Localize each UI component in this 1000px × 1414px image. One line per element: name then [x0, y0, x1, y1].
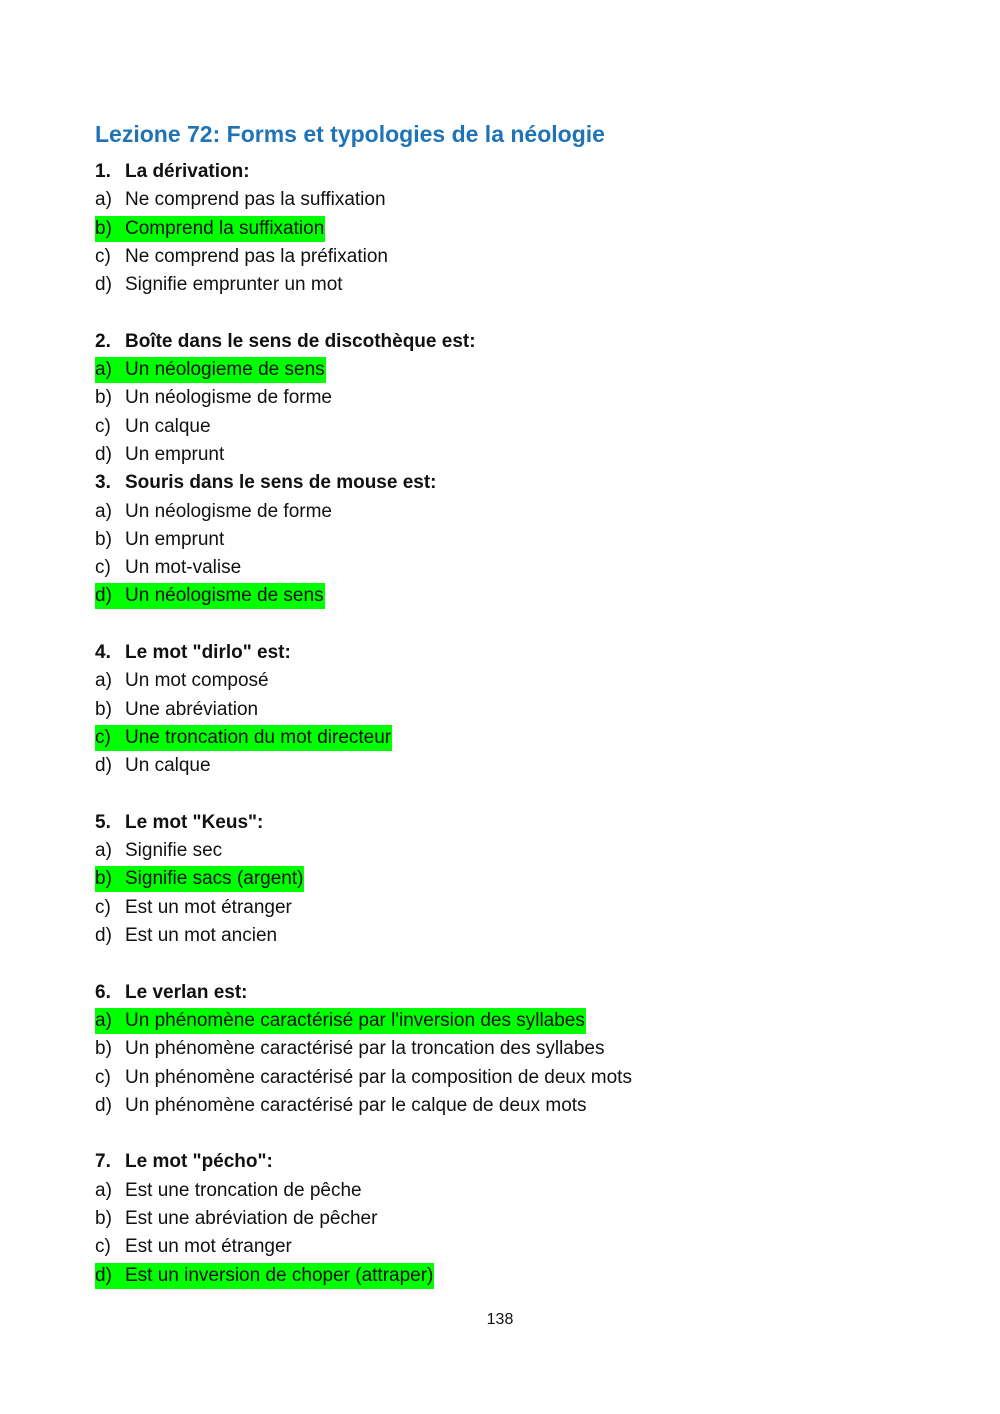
answer-option: [95, 922, 955, 950]
question-block: [95, 639, 955, 809]
question-text: Boîte dans le sens de discothèque est:: [125, 330, 476, 352]
answer-option-correct: [95, 356, 955, 384]
option-letter: a): [95, 359, 112, 381]
option-text: Un phénomène caractérisé par la troncation des syllabes: [125, 1038, 605, 1060]
answer-option: [95, 413, 955, 441]
answer-option: [95, 1177, 955, 1205]
question-number: 2.: [95, 330, 111, 352]
option-letter: d): [95, 274, 112, 296]
question-block: [95, 469, 955, 639]
answer-option: [95, 1064, 955, 1092]
option-letter: a): [95, 1009, 112, 1031]
option-letter: c): [95, 896, 111, 918]
option-text: Un phénomène caractérisé par l'inversion des syllabes: [125, 1009, 585, 1031]
option-text: Un mot-valise: [125, 557, 242, 579]
question-title: [95, 809, 955, 837]
question-block: [95, 979, 955, 1149]
answer-option: [95, 441, 955, 469]
question-spacer: [95, 611, 955, 639]
option-text: Est un inversion de choper (attraper): [125, 1264, 434, 1286]
lesson-title: Lezione 72: Forms et typologies de la néologie: [95, 121, 605, 147]
option-letter: c): [95, 1236, 111, 1258]
answer-option: [95, 498, 955, 526]
correct-answer-highlight: [95, 866, 304, 892]
correct-answer-highlight: [95, 357, 326, 383]
option-letter: a): [95, 500, 112, 522]
question-block: [95, 809, 955, 979]
correct-answer-highlight: [95, 216, 325, 242]
question-text: Le mot "Keus":: [125, 811, 264, 833]
question-text: Le verlan est:: [125, 981, 248, 1003]
option-letter: b): [95, 217, 112, 239]
option-letter: a): [95, 1179, 112, 1201]
answer-option-correct: [95, 724, 955, 752]
answer-option-correct: [95, 1262, 955, 1290]
option-letter: c): [95, 557, 111, 579]
answer-option: [95, 1035, 955, 1063]
question-text: Le mot "dirlo" est:: [125, 642, 291, 664]
option-text: Est un mot étranger: [125, 1236, 292, 1258]
option-letter: a): [95, 840, 112, 862]
question-spacer: [95, 1120, 955, 1148]
question-text: Le mot "pécho":: [125, 1151, 273, 1173]
question-title: [95, 328, 955, 356]
answer-option: [95, 1092, 955, 1120]
option-letter: b): [95, 1207, 112, 1229]
option-letter: a): [95, 189, 112, 211]
option-letter: d): [95, 1264, 112, 1286]
question-title: [95, 639, 955, 667]
option-text: Est un mot étranger: [125, 896, 292, 918]
answer-option: [95, 894, 955, 922]
option-letter: c): [95, 245, 111, 267]
option-letter: a): [95, 670, 112, 692]
answer-option: [95, 1233, 955, 1261]
answer-option-correct: [95, 1007, 955, 1035]
answer-option: [95, 554, 955, 582]
option-letter: c): [95, 726, 111, 748]
answer-option-correct: [95, 582, 955, 610]
answer-option: [95, 186, 955, 214]
question-block: [95, 328, 955, 469]
option-letter: d): [95, 443, 112, 465]
answer-option: [95, 271, 955, 299]
correct-answer-highlight: [95, 583, 325, 609]
option-text: Une troncation du mot directeur: [125, 726, 392, 748]
question-title: [95, 1148, 955, 1176]
option-text: Un mot composé: [125, 670, 269, 692]
option-text: Un néologisme de sens: [125, 585, 324, 607]
option-text: Ne comprend pas la préfixation: [125, 245, 388, 267]
page-number: 138: [486, 1311, 514, 1328]
question-number: 7.: [95, 1151, 111, 1173]
question-spacer: [95, 781, 955, 809]
question-number: 3.: [95, 472, 111, 494]
answer-option: [95, 243, 955, 271]
correct-answer-highlight: [95, 725, 392, 751]
option-text: Un phénomène caractérisé par le calque de deux mots: [125, 1094, 587, 1116]
option-text: Est un mot ancien: [125, 925, 278, 947]
answer-option-correct: [95, 865, 955, 893]
option-text: Un phénomène caractérisé par la composition de deux mots: [125, 1066, 632, 1088]
option-text: Est une troncation de pêche: [125, 1179, 362, 1201]
option-text: Comprend la suffixation: [125, 217, 325, 239]
option-text: Un emprunt: [125, 528, 225, 550]
question-number: 1.: [95, 161, 111, 182]
option-letter: b): [95, 868, 112, 890]
option-text: Signifie emprunter un mot: [125, 274, 343, 296]
question-number: 5.: [95, 811, 111, 833]
question-spacer: [95, 299, 955, 327]
option-text: Une abréviation: [125, 698, 259, 720]
question-block: [95, 1148, 955, 1289]
answer-option: [95, 1205, 955, 1233]
question-title: [95, 979, 955, 1007]
answer-option: [95, 752, 955, 780]
question-text: La dérivation:: [125, 161, 250, 182]
question-block: [95, 158, 955, 328]
option-text: Un néologieme de sens: [125, 359, 325, 381]
option-text: Un calque: [125, 755, 211, 777]
answer-option-correct: [95, 215, 955, 243]
question-spacer: [95, 950, 955, 978]
question-number: 4.: [95, 642, 111, 664]
option-text: Un néologisme de forme: [125, 500, 332, 522]
option-letter: b): [95, 1038, 112, 1060]
option-text: Signifie sec: [125, 840, 223, 862]
question-title: [95, 158, 955, 186]
correct-answer-highlight: [95, 1008, 586, 1034]
option-letter: d): [95, 925, 112, 947]
option-text: Un calque: [125, 415, 211, 437]
option-text: Un néologisme de forme: [125, 387, 332, 409]
option-letter: d): [95, 585, 112, 607]
answer-option: [95, 384, 955, 412]
option-letter: d): [95, 755, 112, 777]
option-text: Ne comprend pas la suffixation: [125, 189, 386, 211]
option-text: Est une abréviation de pêcher: [125, 1207, 378, 1229]
option-letter: d): [95, 1094, 112, 1116]
question-list: [95, 158, 955, 1290]
option-text: Signifie sacs (argent): [125, 868, 304, 890]
question-text: Souris dans le sens de mouse est:: [125, 472, 437, 494]
question-number: 6.: [95, 981, 111, 1003]
answer-option: [95, 667, 955, 695]
option-text: Un emprunt: [125, 443, 225, 465]
question-title: [95, 469, 955, 497]
option-letter: c): [95, 1066, 111, 1088]
option-letter: b): [95, 528, 112, 550]
correct-answer-highlight: [95, 1263, 434, 1289]
answer-option: [95, 526, 955, 554]
option-letter: b): [95, 698, 112, 720]
option-letter: c): [95, 415, 111, 437]
answer-option: [95, 837, 955, 865]
option-letter: b): [95, 387, 112, 409]
answer-option: [95, 696, 955, 724]
